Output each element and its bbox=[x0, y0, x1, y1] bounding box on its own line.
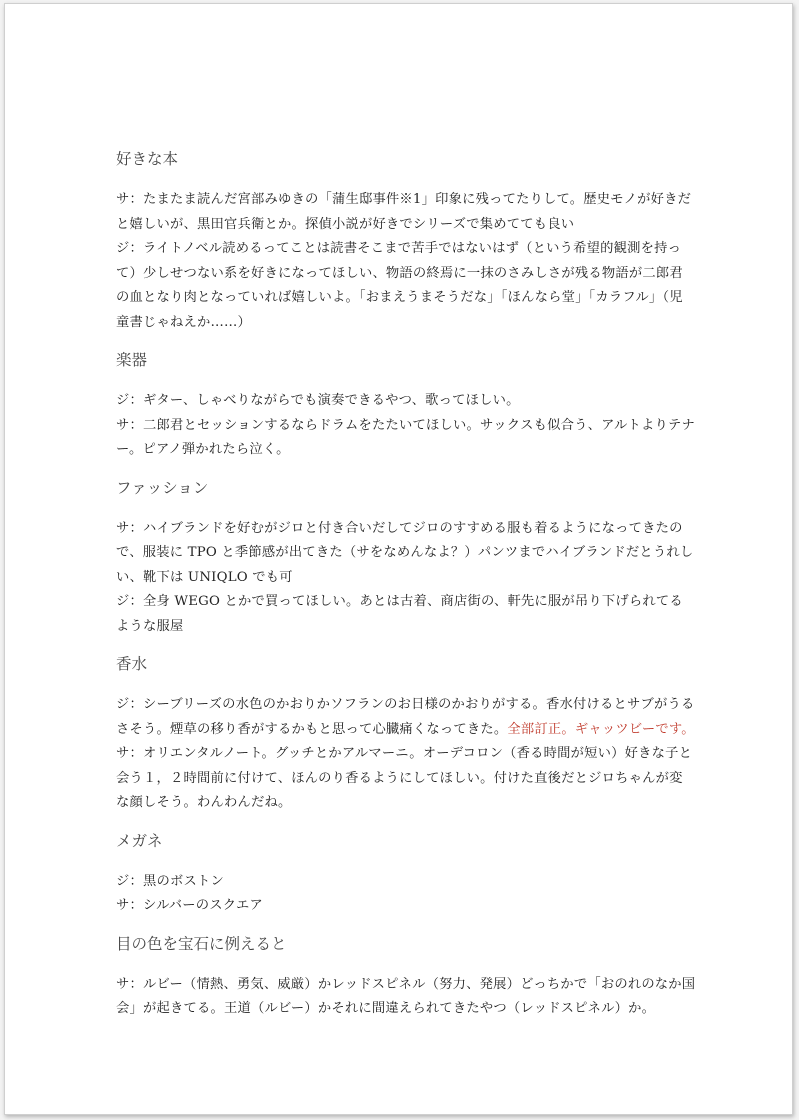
document-content bbox=[116, 148, 696, 1036]
correction-note: 全部訂正。ギャッツビーです。 bbox=[507, 721, 695, 737]
paragraph bbox=[116, 693, 696, 742]
paragraph: ジ：ギター、しゃべりながらでも演奏できるやつ、歌ってほしい。 bbox=[116, 393, 520, 408]
section-heading: 楽器 bbox=[116, 351, 148, 369]
paragraph: サ：シルバーのスクエア bbox=[116, 898, 263, 913]
paragraph: サ：二郎君とセッションするならドラムをたたいてほしい。サックスも似合う、アルトよりテナー。ピアノ弾かれたら泣く。 bbox=[116, 417, 696, 457]
section-instruments bbox=[116, 349, 696, 463]
section-heading: 目の色を宝石に例えると bbox=[116, 934, 287, 953]
section-favorite-books bbox=[116, 148, 696, 335]
section-heading: 好きな本 bbox=[116, 150, 179, 168]
paragraph: サ：ルビー（情熱、勇気、威厳）かレッドスピネル（努力、発展）どっちかで「おのれのなか国会」が起きてる。王道（ルビー）かそれに間違えられてきたやつ（レッドスピネル）か。 bbox=[116, 976, 696, 1016]
section-fashion bbox=[116, 477, 696, 640]
section-heading: 香水 bbox=[116, 655, 148, 673]
paragraph: サ：たまたま読んだ宮部みゆきの「蒲生邸事件※1」印象に残ってたりして。歴史モノが好きだと嬉しいが、黒田官兵衛とか。探偵小説が好きでシリーズで集めてても良い bbox=[116, 192, 692, 232]
document-page bbox=[4, 3, 793, 1115]
section-heading: メガネ bbox=[116, 831, 163, 850]
section-glasses bbox=[116, 830, 696, 919]
paragraph: サ：オリエンタルノート。グッチとかアルマーニ。オーデコロン（香る時間が短い）好きな子と会う１，２時間前に付けて、ほんのり香るようにしてほしい。付けた直後だとジロちゃんが変な顔しそう。わんわんだね。 bbox=[116, 746, 693, 810]
paragraph: ジ：ライトノベル読めるってことは読書そこまで苦手ではないはず（という希望的観測を持って）少しせつない系を好きになってほしい、物語の終焉に一抹のさみしさが残る物語が二郎君の血となり肉となっていれば嬉しいよ。「おまえうまそうだな」「ほんなら堂」「カラフル」（児童書じゃねえか……） bbox=[116, 241, 683, 330]
section-heading: ファッション bbox=[116, 478, 209, 497]
paragraph: サ：ハイブランドを好むがジロと付き合いだしてジロのすすめる服も着るようになってきたので、服装に TPO と季節感が出てきた（サをなめんなよ？）パンツまでハイブランドだとうれしい、靴下は UNIQLO でも可 bbox=[116, 520, 694, 585]
section-eye-color bbox=[116, 933, 696, 1022]
paragraph: ジ：黒のボストン bbox=[116, 873, 224, 889]
paragraph: ジ：全身 WEGO とかで買ってほしい。あとは古着、商店街の、軒先に服が吊り下げられてるような服屋 bbox=[116, 594, 683, 634]
paragraph-text: ジ：シーブリーズの水色のかおりかソフランのお日様のかおりがする。香水付けるとサブがうるさそう。煙草の移り香がするかもと思って心臓痛くなってきた。 bbox=[116, 697, 695, 737]
section-perfume bbox=[116, 653, 696, 816]
